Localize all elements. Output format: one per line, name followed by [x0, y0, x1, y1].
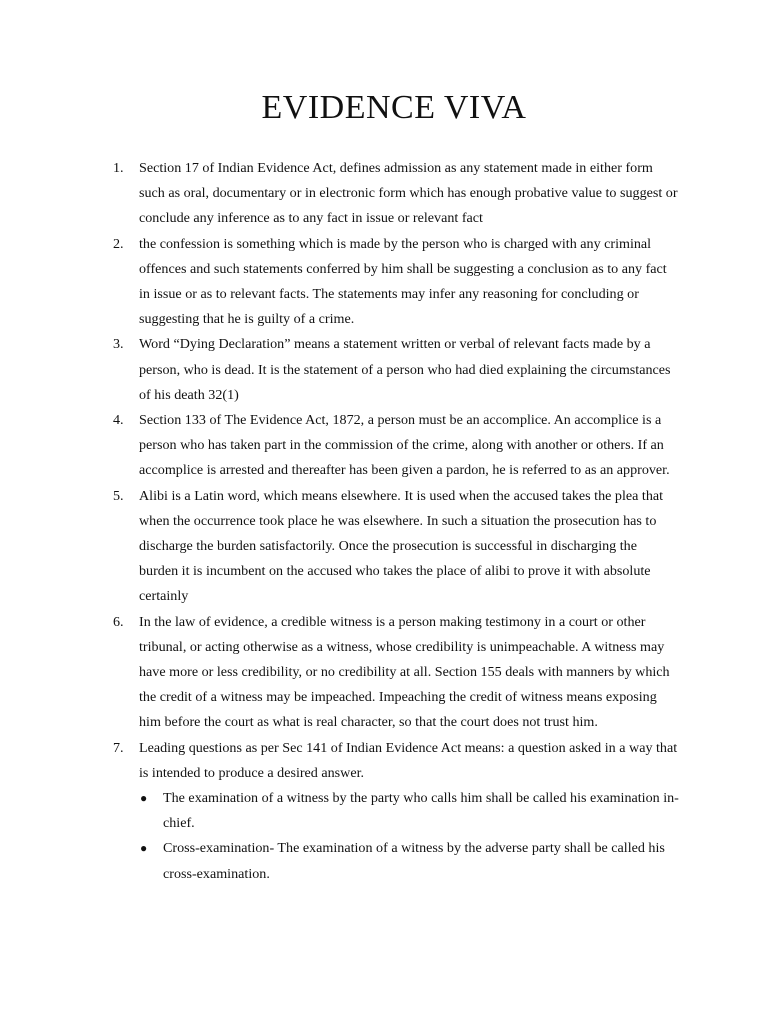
list-item	[0, 484, 679, 610]
numbered-list	[0, 156, 768, 887]
list-item-text: Section 17 of Indian Evidence Act, defines admission as any statement made in either form such as oral, documentary or in electronic form which has enough probative value to suggest or conclude any inference as to any fact in issue or relevant fact	[139, 160, 678, 227]
list-item	[0, 408, 679, 484]
list-item	[0, 232, 679, 333]
list-item-text: Leading questions as per Sec 141 of Indian Evidence Act means: a question asked in a way that is intended to produce a desired answer.	[139, 739, 678, 781]
list-item	[0, 332, 679, 408]
list-item	[0, 156, 679, 232]
list-item	[0, 610, 679, 736]
list-item-text: Word “Dying Declaration” means a statement written or verbal of relevant facts made by a person, who is dead. It is the statement of a person who had died explaining the circumstances of his death 32(1)	[139, 336, 671, 403]
list-item-text: In the law of evidence, a credible witness is a person making testimony in a court or other tribunal, or acting otherwise as a witness, whose credibility is unimpeachable. A witness may have more or less credibility, or no credibility at all. Section 155 deals with manners by which the credit of a witness may be impeached. Impeaching the credit of witness means exposing him before the court as what is real character, so that the court does not trust him.	[139, 613, 670, 731]
list-item-number: 7.	[113, 739, 124, 756]
bullet-item	[139, 786, 679, 836]
list-item-number: 3.	[113, 336, 124, 353]
bullet-text: The examination of a witness by the party who calls him shall be called his examination in-chief.	[163, 790, 679, 832]
list-item-number: 2.	[113, 235, 124, 252]
list-item-number: 4.	[113, 412, 124, 429]
list-item-text: Alibi is a Latin word, which means elsewhere. It is used when the accused takes the plea that when the occurrence took place he was elsewhere. In such a situation the prosecution has to discharge the burden satisfactorily. Once the prosecution is successful in discharging the burden it is incumbent on the accused who takes the place of alibi to prove it with absolute certainly	[139, 487, 664, 605]
list-item-number: 5.	[113, 487, 124, 504]
document-title: EVIDENCE VIVA	[261, 89, 527, 126]
list-item-number: 1.	[113, 160, 124, 176]
list-item-text: Section 133 of The Evidence Act, 1872, a person must be an accomplice. An accomplice is a person who has taken part in the commission of the crime, along with another or others. If an accomplice is arrested and thereafter has been given a pardon, he is referred to as an approver.	[139, 412, 670, 479]
bullet-icon: ●	[140, 791, 148, 806]
bullet-list	[139, 786, 679, 887]
bullet-text: Cross-examination- The examination of a witness by the adverse party shall be called his cross-examination.	[163, 840, 665, 882]
bullet-icon: ●	[140, 841, 148, 856]
bullet-item	[139, 836, 679, 886]
list-item	[0, 736, 679, 887]
list-item-number: 6.	[113, 613, 124, 630]
list-item-text: the confession is something which is made by the person who is charged with any criminal offences and such statements conferred by him shall be suggesting a conclusion as to any fact in issue or as to relevant facts. The statements may infer any reasoning for concluding or suggesting that he is guilty of a crime.	[139, 235, 667, 328]
